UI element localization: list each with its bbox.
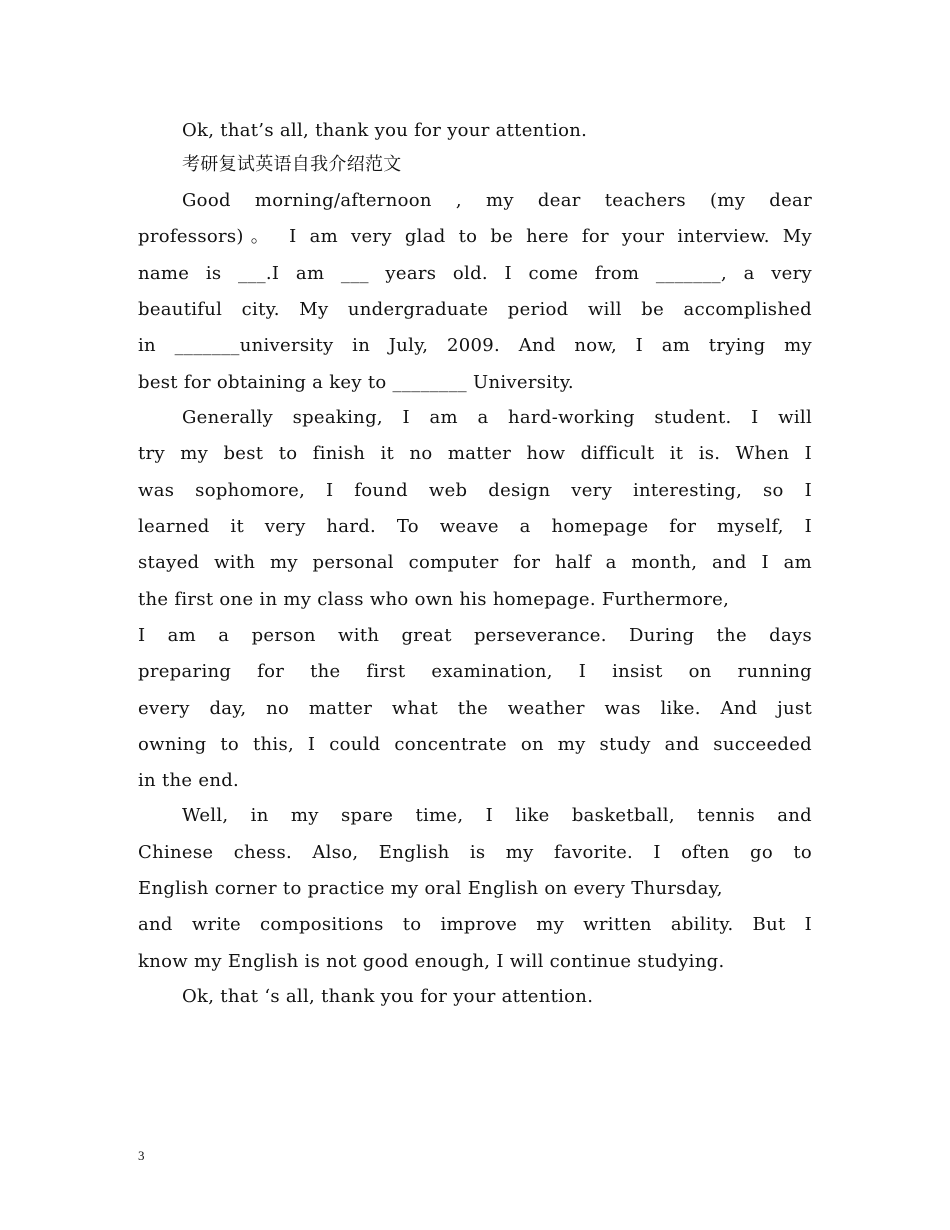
paragraph-line: every day, no matter what the weather was like. And just — [138, 698, 812, 719]
paragraph-line: owning to this, I could concentrate on my study and succeeded — [138, 734, 812, 755]
paragraph-line: learned it very hard. To weave a homepage for myself, I — [138, 516, 812, 537]
paragraph-line: I am a person with great perseverance. During the days — [138, 625, 812, 646]
paragraph-line: the first one in my class who own his homepage. Furthermore, — [138, 589, 730, 610]
paragraph-line: Good morning/afternoon , my dear teachers (my dear — [182, 190, 812, 211]
paragraph-line: in the end. — [138, 770, 240, 791]
paragraph-line: English corner to practice my oral English on every Thursday, — [138, 878, 723, 899]
paragraph-line: Well, in my spare time, I like basketball, tennis and — [182, 805, 812, 826]
paragraph-line: beautiful city. My undergraduate period will be accomplished — [138, 299, 812, 320]
section-heading: 考研复试英语自我介绍范文 — [182, 154, 402, 175]
paragraph-line: in _______university in July, 2009. And now, I am trying my — [138, 335, 812, 356]
closing-line: Ok, that ‘s all, thank you for your attention. — [182, 986, 594, 1007]
paragraph-line: try my best to finish it no matter how difficult it is. When I — [138, 443, 812, 464]
paragraph-line: best for obtaining a key to ________ University. — [138, 372, 574, 393]
paragraph-line: professors)。 I am very glad to be here for your interview. My — [138, 226, 812, 247]
paragraph-line: know my English is not good enough, I will continue studying. — [138, 951, 725, 972]
closing-line: Ok, that’s all, thank you for your attention. — [182, 120, 588, 141]
paragraph-line: was sophomore, I found web design very interesting, so I — [138, 480, 812, 501]
paragraph-line: preparing for the first examination, I insist on running — [138, 661, 812, 682]
paragraph-line: stayed with my personal computer for half a month, and I am — [138, 552, 812, 573]
paragraph-line: Chinese chess. Also, English is my favorite. I often go to — [138, 842, 812, 863]
paragraph-line: name is ___.I am ___ years old. I come from _______, a very — [138, 263, 812, 284]
page-number: 3 — [138, 1148, 145, 1163]
paragraph-line: and write compositions to improve my written ability. But I — [138, 914, 812, 935]
paragraph-line: Generally speaking, I am a hard-working student. I will — [182, 407, 812, 428]
